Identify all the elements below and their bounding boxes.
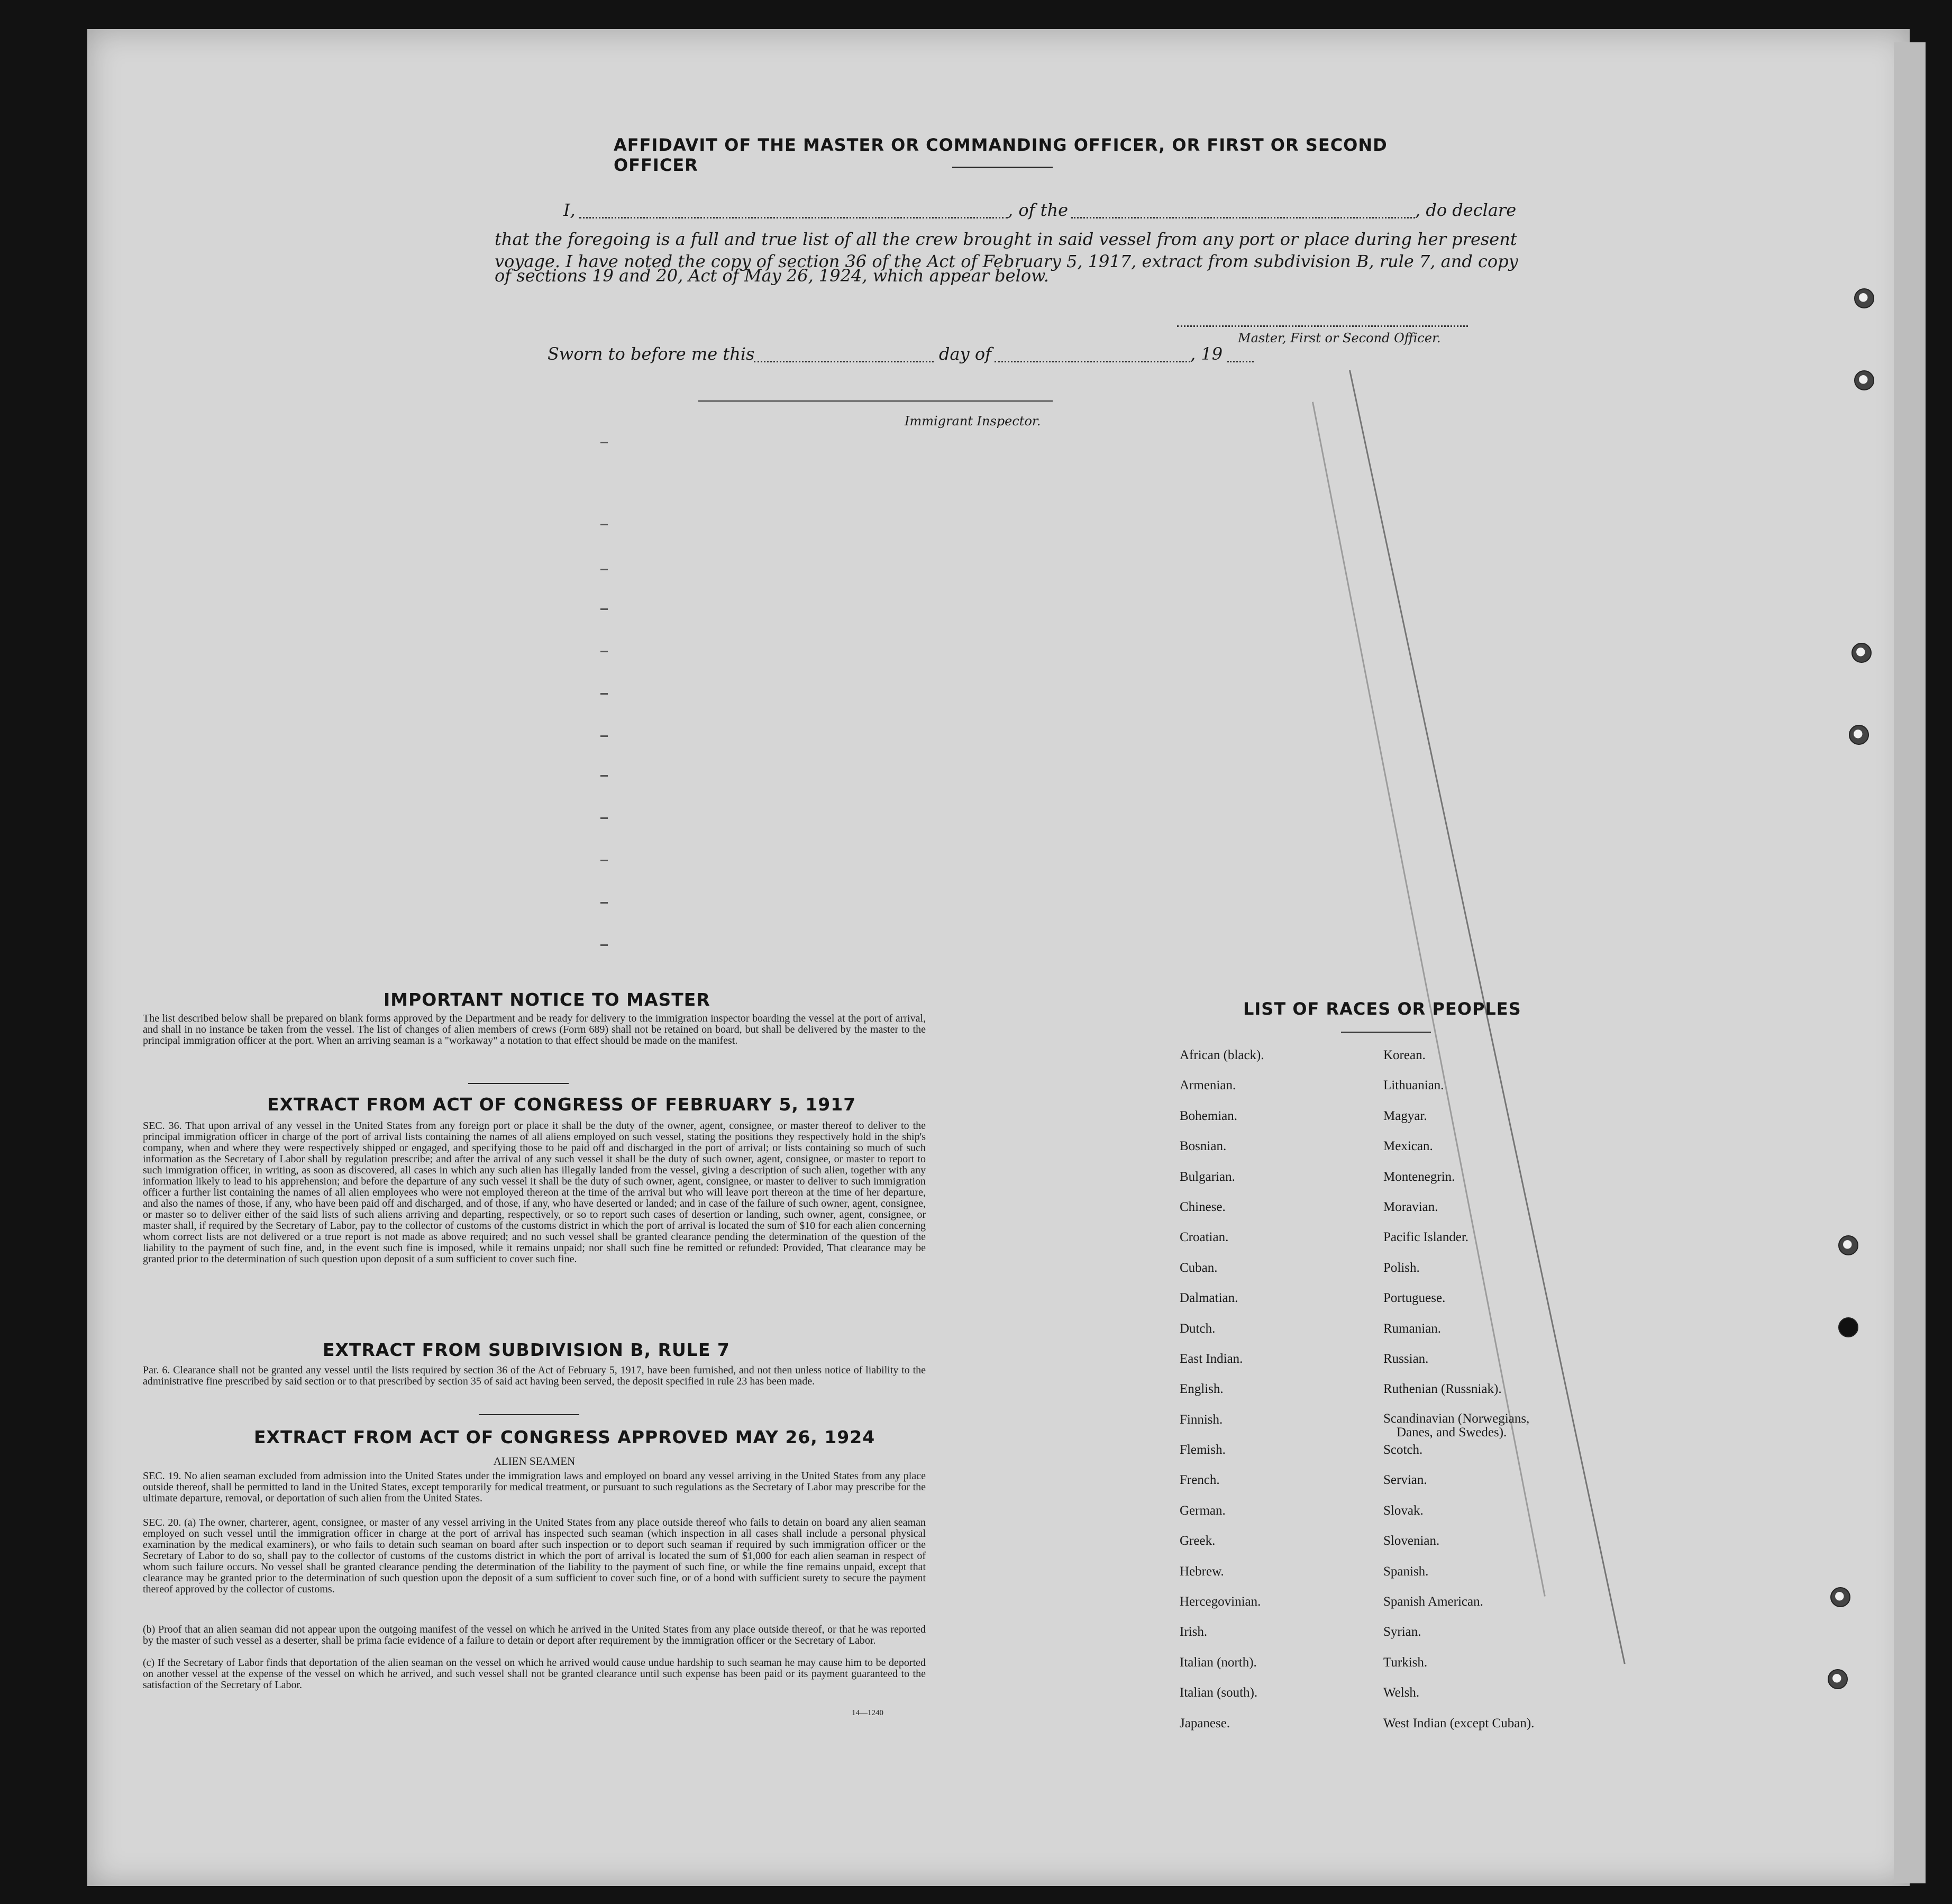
punch-hole bbox=[1854, 288, 1874, 308]
race-item: East Indian. bbox=[1180, 1351, 1243, 1366]
race-item: Armenian. bbox=[1180, 1078, 1236, 1093]
race-item: Chinese. bbox=[1180, 1199, 1226, 1214]
sec-20a-text: SEC. 20. (a) The owner, charterer, agent, consignee, or master of any vessel arriving in the United States from any place outside thereof who fails to detain on board any alien seaman employed on such vessel until the immigration officer in charge at the port of arrival has inspected such seaman (which inspection in all cases shall include a personal physical examination by the medical examiners), or who fails to detain such seaman on board after such inspection or to deport such seaman if required by such immigration officer or the Secretary of Labor to do so, shall pay to the collector of customs of the customs district in which the port of arrival is located the sum of $1,000 for each alien seaman in respect of whom such failure occurs. No vessel shall be granted clearance pending the determination of the liability to the payment of such fine, or while the fine remains unpaid, except that clearance may be granted prior to the determination of such question upon the deposit of a sum sufficient to cover such fine, or of a bond with sufficient surety to secure the payment thereof approved by the collector of customs. bbox=[143, 1517, 926, 1595]
bleed-mark bbox=[600, 569, 608, 570]
bleed-mark bbox=[600, 860, 608, 861]
affidavit-title: AFFIDAVIT OF THE MASTER OR COMMANDING OFFICER, OR FIRST OR SECOND OFFICER bbox=[614, 135, 1388, 175]
race-item: Scotch. bbox=[1383, 1443, 1423, 1457]
declaration-line-3: voyage. I have noted the copy of section 36 of the Act of February 5, 1917, extract from subdivision B, rule 7, and copy bbox=[495, 251, 1518, 271]
races-list-left bbox=[1180, 1047, 1264, 1746]
extract-1917-title: EXTRACT FROM ACT OF CONGRESS OF FEBRUARY 5, 1917 bbox=[267, 1094, 856, 1115]
punch-hole bbox=[1838, 1317, 1858, 1337]
subdivision-b-body: Par. 6. Clearance shall not be granted any vessel until the lists required by section 36 of the Act of February 5, 1917, have been furnished, and not then unless notice of liability to the administrative fine prescribed by said section or to that prescribed by section 35 of said act having been served, the deposit specified in rule 23 has been made. bbox=[143, 1364, 926, 1387]
race-item: Lithuanian. bbox=[1383, 1078, 1444, 1093]
sworn-year: , 19 bbox=[1190, 344, 1223, 364]
bleed-mark bbox=[600, 693, 608, 695]
race-item: Slovak. bbox=[1383, 1503, 1424, 1518]
races-list-right bbox=[1383, 1047, 1534, 1746]
punch-hole bbox=[1830, 1587, 1850, 1607]
declaration-do-declare: , do declare bbox=[1415, 200, 1517, 220]
bleed-mark bbox=[600, 944, 608, 946]
bleed-mark bbox=[600, 442, 608, 443]
sec-19-text: SEC. 19. No alien seaman excluded from admission into the United States under the immigration laws and employed on board any vessel arriving in the United States from any place outside thereof, shall be permitted to land in the United States, except temporarily for medical treatment, or pursuant to such regulations as the Secretary of Labor may prescribe for the ultimate departure, removal, or deportation of such alien from the United States. bbox=[143, 1470, 926, 1504]
bleed-mark bbox=[600, 608, 608, 610]
race-item: Portuguese. bbox=[1383, 1291, 1446, 1306]
race-item: Hercegovinian. bbox=[1180, 1595, 1261, 1609]
bleed-mark bbox=[600, 651, 608, 652]
declaration-line-2: that the foregoing is a full and true list of all the crew brought in said vessel from any port or place during her present bbox=[495, 229, 1517, 249]
race-item: Flemish. bbox=[1180, 1443, 1226, 1457]
bleed-mark bbox=[600, 902, 608, 904]
notice-body: The list described below shall be prepared on blank forms approved by the Department and be ready for delivery to the immigration inspector boarding the vessel at the port of arrival, and shall in no instance be taken from the vessel. The list of changes of alien members of crews (Form 689) shall not be retained on board, but shall be delivered by the master to the principal immigration officer at the port. When an arriving seaman is a "workaway" a notation to that effect should be made on the manifest. bbox=[143, 1013, 926, 1046]
races-title-underline bbox=[1341, 1032, 1431, 1033]
bleed-mark bbox=[600, 775, 608, 777]
form-number: 14—1240 bbox=[852, 1709, 883, 1717]
race-item: Welsh. bbox=[1383, 1686, 1420, 1700]
race-item: Servian. bbox=[1383, 1473, 1427, 1488]
race-item: Japanese. bbox=[1180, 1716, 1230, 1730]
race-item: Italian (south). bbox=[1180, 1686, 1258, 1700]
races-title: LIST OF RACES OR PEOPLES bbox=[1243, 999, 1521, 1019]
declaration-i: I, bbox=[563, 200, 576, 220]
punch-hole bbox=[1851, 643, 1872, 663]
subdivision-divider bbox=[479, 1414, 579, 1415]
race-item: Bulgarian. bbox=[1180, 1169, 1235, 1184]
race-item: African (black). bbox=[1180, 1048, 1264, 1062]
race-item: Dalmatian. bbox=[1180, 1291, 1238, 1306]
vessel-name-blank[interactable] bbox=[1071, 217, 1415, 218]
race-item: Moravian. bbox=[1383, 1199, 1438, 1214]
race-item: Bohemian. bbox=[1180, 1108, 1238, 1123]
race-item: French. bbox=[1180, 1473, 1220, 1488]
bleed-mark bbox=[600, 735, 608, 737]
race-item: Spanish. bbox=[1383, 1564, 1429, 1579]
race-item: Pacific Islander. bbox=[1383, 1230, 1469, 1245]
race-item: Hebrew. bbox=[1180, 1564, 1224, 1579]
punch-hole bbox=[1828, 1669, 1848, 1689]
race-item: Slovenian. bbox=[1383, 1534, 1440, 1548]
race-item: Mexican. bbox=[1383, 1139, 1433, 1154]
document-page bbox=[87, 29, 1910, 1886]
race-item: Scandinavian (Norwegians, Danes, and Swedes). bbox=[1383, 1411, 1530, 1440]
sworn-day-of: day of bbox=[939, 344, 991, 364]
sec-20b-text: (b) Proof that an alien seaman did not appear upon the outgoing manifest of the vessel on which he arrived in the United States from any place outside thereof, or that he was reported by the master of such vessel as a deserter, shall be prima facie evidence of a failure to detain or deport after requirement by the immigration officer or the Secretary of Labor. bbox=[143, 1624, 926, 1646]
race-item: Korean. bbox=[1383, 1048, 1426, 1062]
inspector-signature-line[interactable] bbox=[698, 400, 1053, 402]
race-item: Greek. bbox=[1180, 1534, 1216, 1548]
race-item: Syrian. bbox=[1383, 1625, 1421, 1639]
sworn-prefix: Sworn to before me this bbox=[548, 344, 755, 364]
race-item: Magyar. bbox=[1383, 1108, 1427, 1123]
subdivision-b-title: EXTRACT FROM SUBDIVISION B, RULE 7 bbox=[323, 1340, 730, 1360]
bleed-mark bbox=[600, 524, 608, 525]
race-item: Italian (north). bbox=[1180, 1655, 1257, 1670]
race-item: Russian. bbox=[1383, 1351, 1429, 1366]
race-item: Croatian. bbox=[1180, 1230, 1229, 1245]
race-item: Polish. bbox=[1383, 1260, 1420, 1275]
race-item: Montenegrin. bbox=[1383, 1169, 1455, 1184]
alien-seamen-subtitle: ALIEN SEAMEN bbox=[493, 1455, 576, 1468]
inspector-label: Immigrant Inspector. bbox=[905, 414, 1041, 429]
race-item: German. bbox=[1180, 1503, 1226, 1518]
race-item: Finnish. bbox=[1180, 1412, 1223, 1427]
punch-hole bbox=[1854, 370, 1874, 390]
race-item: Turkish. bbox=[1383, 1655, 1428, 1670]
race-item: Rumanian. bbox=[1383, 1321, 1442, 1336]
notice-divider bbox=[468, 1083, 569, 1084]
declaration-of-the: , of the bbox=[1008, 200, 1069, 220]
officer-label: Master, First or Second Officer. bbox=[1238, 331, 1441, 345]
extract-1917-body: SEC. 36. That upon arrival of any vessel in the United States from any foreign port or place it shall be the duty of the owner, agent, consignee, or master thereof to deliver to the principal immigration officer in charge of the port of arrival lists containing the names of all aliens employed on such vessel, stating the positions they respectively hold in the ship's company, when and where they were respectively shipped or engaged, and specifying those to be paid off and discharged in the port of arrival; or lists containing so much of such information as the Secretary of Labor shall by regulation prescribe; and after the arrival of any such vessel it shall be the duty of such owner, agent, consignee, or master to report to such immigration officer, in writing, as soon as discovered, all cases in which any such alien has illegally landed from the vessel, giving a description of such alien, together with any information likely to lead to his apprehension; and before the departure of any such vessel it shall be the duty of such owner, agent, consignee, or master to deliver to such immigration officer a further list containing the names of all alien employees who were not employed thereon at the time of the arrival but who will leave port thereon at the time of her departure, and also the names of those, if any, who have been paid off and discharged, and of those, if any, who have deserted or landed; and in case of the failure of such owner, agent, consignee, or master so to deliver either of the said lists of such aliens arriving and departing, respectively, or so to report such cases of desertion or landing, such owner, agent, consignee, or master shall, if required by the Secretary of Labor, pay to the collector of customs of the customs district in which the port of arrival is located the sum of $10 for each alien concerning whom correct lists are not delivered or a true report is not made as above required; and no such vessel shall be granted clearance pending the determination of the question of the liability to the payment of such fine, and, in the event such fine is imposed, while it remains unpaid; nor shall such fine be remitted or refunded: Provided, That clearance may be granted prior to the determination of such question upon deposit of a sum sufficient to cover such fine. bbox=[143, 1120, 926, 1265]
punch-hole bbox=[1838, 1235, 1858, 1255]
bleed-mark bbox=[600, 817, 608, 819]
race-item: Irish. bbox=[1180, 1625, 1208, 1639]
notice-title: IMPORTANT NOTICE TO MASTER bbox=[384, 989, 710, 1010]
race-item: Ruthenian (Russniak). bbox=[1383, 1382, 1502, 1397]
master-name-blank[interactable] bbox=[579, 217, 1008, 218]
race-item: Cuban. bbox=[1180, 1260, 1218, 1275]
race-item: English. bbox=[1180, 1382, 1224, 1397]
declaration-line-4: of sections 19 and 20, Act of May 26, 1924, which appear below. bbox=[495, 266, 1049, 286]
title-underline bbox=[952, 167, 1053, 168]
sworn-day-blank[interactable] bbox=[754, 361, 934, 362]
race-item: Dutch. bbox=[1180, 1321, 1216, 1336]
race-item: West Indian (except Cuban). bbox=[1383, 1716, 1535, 1730]
sworn-month-blank[interactable] bbox=[995, 361, 1190, 362]
sec-20c-text: (c) If the Secretary of Labor finds that deportation of the alien seaman on the vessel on which he arrived would cause undue hardship to such seaman he may cause him to be deported on another vessel at the expense of the vessel on which he arrived, and such vessel shall not be granted clearance until such expense has been paid or its payment guaranteed to the satisfaction of the Secretary of Labor. bbox=[143, 1657, 926, 1691]
race-item: Bosnian. bbox=[1180, 1139, 1227, 1154]
page-edge-shadow bbox=[1894, 42, 1926, 1883]
extract-1924-title: EXTRACT FROM ACT OF CONGRESS APPROVED MAY 26, 1924 bbox=[254, 1427, 875, 1447]
officer-signature-line[interactable] bbox=[1177, 325, 1468, 327]
sworn-year-blank[interactable] bbox=[1227, 361, 1254, 362]
race-item: Spanish American. bbox=[1383, 1595, 1483, 1609]
punch-hole bbox=[1849, 725, 1869, 745]
